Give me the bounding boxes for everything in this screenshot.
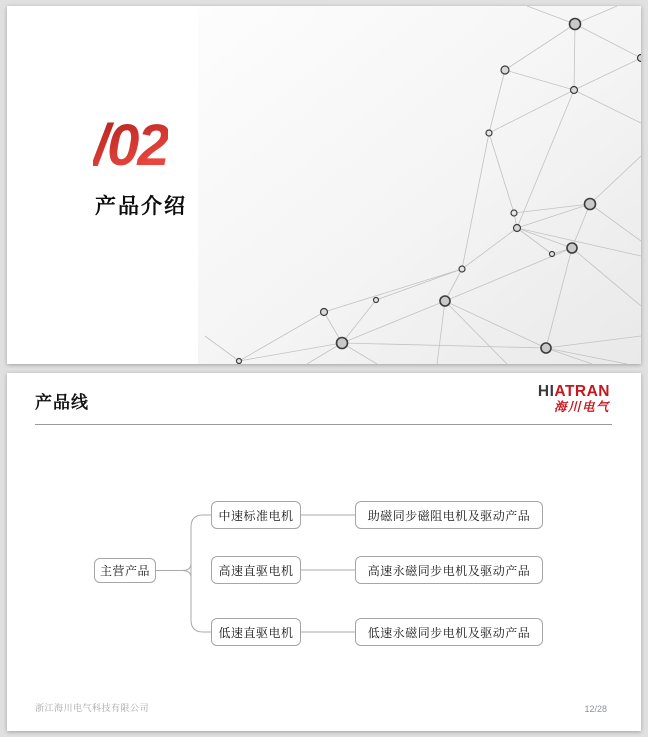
logo-latin-dark: HI (537, 383, 555, 400)
network-node (501, 66, 509, 74)
network-node (321, 309, 328, 316)
network-node (459, 266, 465, 272)
network-node (541, 343, 551, 353)
network-node (571, 87, 578, 94)
root-node-box: 主营产品 (94, 558, 156, 583)
network-node (514, 225, 521, 232)
org-chart-connectors (7, 373, 641, 731)
page-number: 12/28 (584, 704, 607, 714)
footer-company-name: 浙江海川电气科技有限公司 (35, 703, 150, 713)
network-node (550, 252, 555, 257)
leaf-node-box-1: 助磁同步磁阻电机及驱动产品 (355, 501, 543, 529)
network-node (570, 19, 581, 30)
section-number: /02 (93, 113, 168, 178)
network-node (585, 199, 596, 210)
mid-node-box-3: 低速直驱电机 (211, 618, 301, 646)
leaf-node-box-2: 高速永磁同步电机及驱动产品 (355, 556, 543, 584)
root-stem-connector (156, 564, 191, 578)
bracket-connector (191, 515, 211, 632)
page-title: 产品线 (35, 393, 89, 412)
slide-product-line (7, 373, 641, 731)
leaf-node-box-3: 低速永磁同步电机及驱动产品 (355, 618, 543, 646)
logo-chinese-text: 海川电气 (553, 399, 610, 414)
network-node (638, 55, 642, 62)
network-node (440, 296, 450, 306)
section-title: 产品介绍 (95, 195, 187, 218)
logo-latin-red: ATRAN (554, 383, 610, 400)
mid-node-box-1: 中速标准电机 (211, 501, 301, 529)
network-node (486, 130, 492, 136)
network-node (374, 298, 379, 303)
network-node (337, 338, 348, 349)
network-node (237, 359, 242, 364)
network-node (567, 243, 577, 253)
slide-section-cover (7, 6, 641, 364)
mid-node-box-2: 高速直驱电机 (211, 556, 301, 584)
network-decoration-graphic (7, 6, 641, 364)
network-node (511, 210, 517, 216)
